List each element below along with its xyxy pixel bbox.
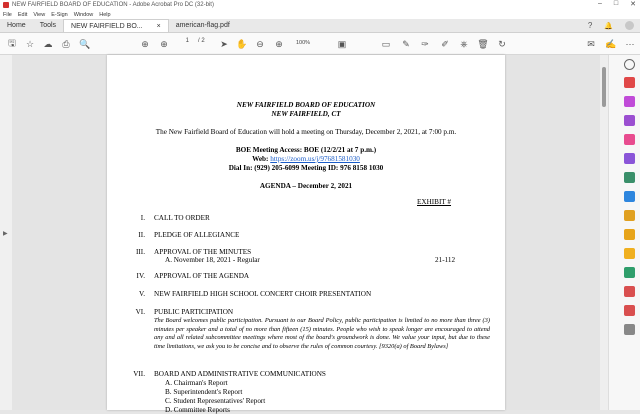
account-avatar[interactable] [625,21,634,30]
prepare-form-icon[interactable] [624,267,635,278]
minutes-exhibit: 21-112 [435,256,456,264]
more-tools-pane-icon[interactable] [624,324,635,335]
public-participation-text: The Board welcomes public participation. Pursuant to our Board Policy, public participation is limited to no more than three (3) minutes per speaker and a total of no more than fifteen (15) minutes. People who wish to speak longer are encouraged to attend any and all related subcommittee meetings where most of the board's groundwork is done. We value your input, but due to these time limitations, we ask you to be concise and to observe the rules of common courtesy. [9320(a) of Board Bylaws] [154,317,490,350]
protect-icon[interactable] [624,210,635,221]
tab-document-label: NEW FAIRFIELD BO... [71,22,143,30]
redact-icon[interactable] [624,286,635,297]
document-canvas[interactable] [12,55,600,414]
edit-pdf-icon[interactable] [624,134,635,145]
menu-bar [0,10,640,19]
menu-edit[interactable]: Edit [17,11,28,18]
meeting-access: BOE Meeting Access: BOE (12/2/21 at 7 p.m.) [235,146,377,154]
menu-help[interactable]: Help [99,11,111,18]
tab-bar [0,19,640,33]
menu-esign[interactable]: E-Sign [51,11,68,18]
upload-cloud-icon[interactable]: ☁ [43,38,53,49]
tab-home[interactable]: Home [7,22,26,29]
more-tools-icon[interactable]: ⋯ [625,38,635,49]
notifications-icon[interactable]: 🔔 [604,22,613,30]
item-num: II. [138,231,145,239]
item-text: APPROVAL OF THE MINUTES [154,248,252,256]
save-icon[interactable]: 🖫 [8,38,16,48]
prev-page-icon[interactable]: ⊕ [141,38,149,49]
item-num: IV. [136,272,145,280]
comm-subitem: C. Student Representatives' Report [165,397,266,405]
item-num: I. [140,214,145,222]
tab-tools[interactable]: Tools [39,22,57,29]
web-line [107,155,505,163]
comment-icon[interactable] [624,115,635,126]
scan-ocr-icon[interactable] [624,191,635,202]
combine-files-icon[interactable] [624,305,635,316]
item-text: PUBLIC PARTICIPATION [154,308,234,316]
export-pdf-icon[interactable] [624,77,635,88]
vertical-scrollbar[interactable] [600,55,608,410]
zoom-link[interactable]: https://zoom.us/j/97681581030 [270,155,360,163]
zoom-level[interactable]: 100% [296,40,311,46]
maximize-button[interactable]: □ [613,0,619,7]
next-page-icon[interactable]: ⊕ [160,38,168,49]
item-text: NEW FAIRFIELD HIGH SCHOOL CONCERT CHOIR PRESENTATION [154,290,372,298]
draw-pen-icon[interactable]: ✑ [421,38,429,49]
bookmark-star-icon[interactable]: ☆ [25,38,35,49]
left-nav-rail[interactable] [0,55,12,410]
meeting-intro: The New Fairfield Board of Education will hold a meeting on Thursday, December 2, 2021, at 7:00 p.m. [155,128,457,136]
search-tools-icon[interactable] [624,59,635,70]
menu-file[interactable]: File [3,11,12,18]
zoom-search-icon[interactable]: 🔍 [79,38,91,49]
item-num: V. [138,290,145,298]
item-num: VI. [135,308,145,316]
close-window-button[interactable]: ✕ [630,1,636,8]
item-text: BOARD AND ADMINISTRATIVE COMMUNICATIONS [154,370,326,378]
help-icon[interactable]: ? [587,21,593,30]
sticky-note-icon[interactable]: ✎ [402,38,410,49]
main-toolbar [0,33,640,55]
stamp-icon[interactable]: ⎈ [460,38,468,49]
page-total: / 2 [198,38,205,44]
expand-left-panel-icon[interactable]: ▶ [3,231,8,237]
item-text: APPROVAL OF THE AGENDA [154,272,250,280]
org-name: NEW FAIRFIELD BOARD OF EDUCATION [236,101,376,109]
page-number-input[interactable]: 1 [185,38,189,44]
compress-icon[interactable] [624,229,635,240]
dial-in: Dial In: (929) 205-6099 Meeting ID: 976 8158 1030 [228,164,384,172]
minutes-subitem: A. November 18, 2021 - Regular [165,256,260,264]
rotate-icon[interactable]: ↻ [498,38,506,49]
org-location: NEW FAIRFIELD, CT [271,110,341,118]
window-title: NEW FAIRFIELD BOARD OF EDUCATION - Adobe Acrobat Pro DC (32-bit) [12,2,214,8]
organize-pages-icon[interactable] [624,172,635,183]
tab-american-flag[interactable]: american-flag.pdf [175,22,230,29]
comm-subitem: A. Chairman's Report [165,379,228,387]
item-text: CALL TO ORDER [154,214,210,222]
acrobat-logo-icon [3,2,9,8]
comm-subitem: D. Committee Reports [165,406,230,414]
tab-close-button[interactable]: × [156,22,161,30]
zoom-in-icon[interactable]: ⊕ [275,38,283,49]
scrollbar-thumb[interactable] [602,67,606,107]
menu-view[interactable]: View [33,11,46,18]
item-text: PLEDGE OF ALLEGIANCE [154,231,240,239]
fill-sign-tool-icon[interactable] [624,153,635,164]
menu-window[interactable]: Window [73,11,94,18]
delete-icon[interactable]: 🗑 [477,38,489,49]
item-num: VII. [133,370,145,378]
hand-tool-icon[interactable]: ✋ [236,38,248,49]
select-cursor-icon[interactable]: ➤ [220,38,228,49]
agenda-title: AGENDA – December 2, 2021 [259,182,353,190]
comment-tool-icon[interactable]: ▭ [381,38,391,49]
print-icon[interactable]: ⎙ [62,38,70,49]
share-email-icon[interactable]: ✉ [587,38,595,49]
comm-subitem: B. Superintendent's Report [165,388,243,396]
fill-sign-icon[interactable]: ✐ [441,38,449,49]
create-pdf-icon[interactable] [624,96,635,107]
request-sign-icon[interactable] [624,248,635,259]
item-num: III. [136,248,145,256]
zoom-out-icon[interactable]: ⊖ [256,38,264,49]
web-label: Web: [252,155,269,163]
exhibit-header: EXHIBIT # [417,198,452,206]
send-sign-icon[interactable]: ✍ [605,38,617,49]
tab-document[interactable] [63,19,169,32]
title-bar [0,0,640,10]
workspace [0,55,640,414]
minimize-button[interactable]: – [597,0,602,7]
pdf-page [107,55,505,414]
tools-pane [608,55,640,410]
page-fit-icon[interactable]: ▣ [337,38,347,49]
